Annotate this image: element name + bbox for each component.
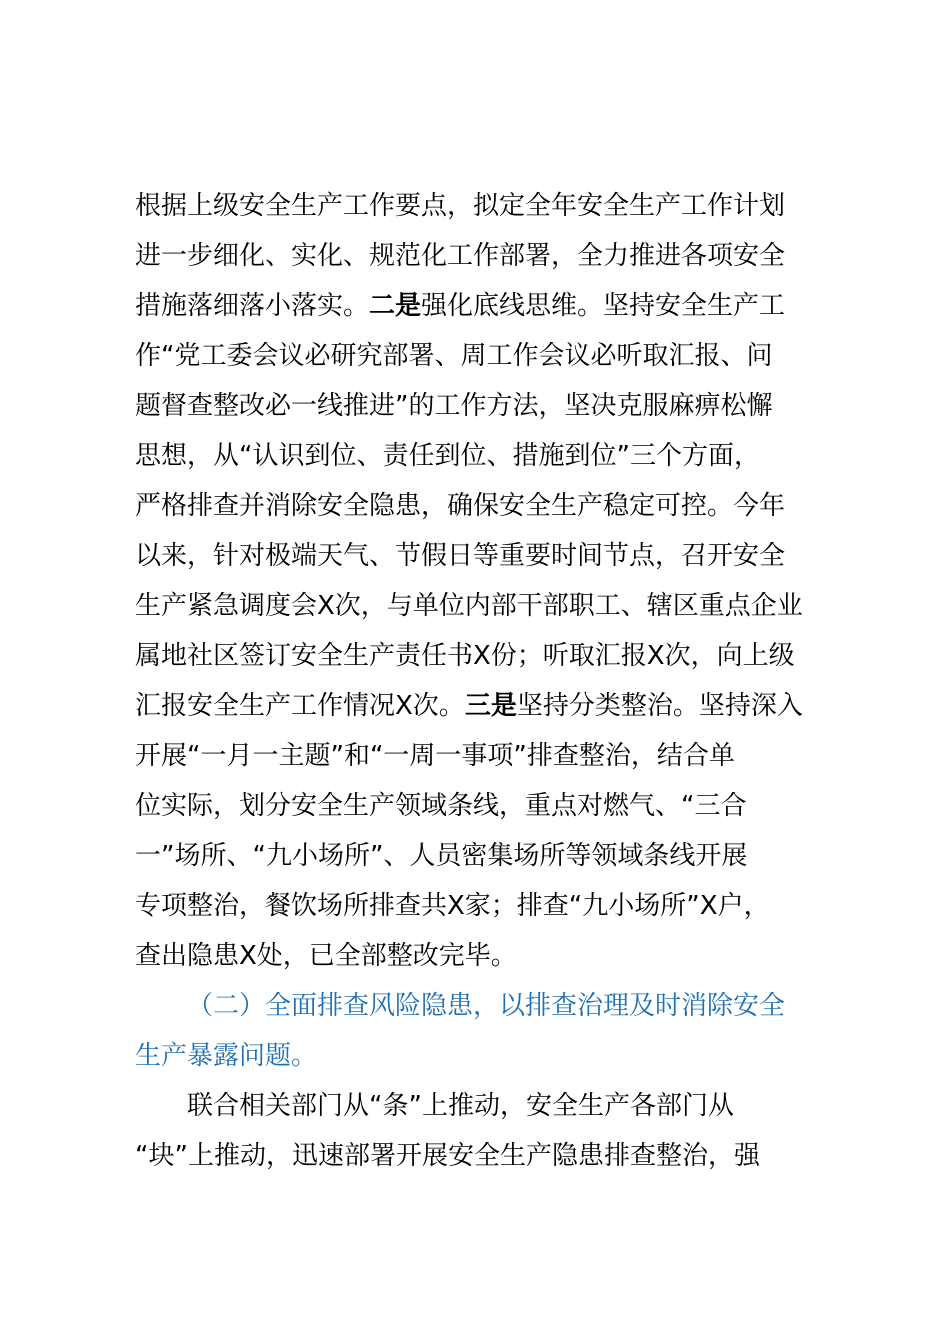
body-line: 属地社区签订安全生产责任书X份；听取汇报X次，向上级 — [135, 641, 795, 671]
bold-lead-two: 二是 — [369, 291, 422, 321]
body-line: 题督查整改必一线推进”的工作方法，坚决克服麻痹松懈 — [135, 391, 773, 421]
body-line — [135, 286, 785, 326]
section-heading: （二）全面排查风险隐患，以排查治理及时消除安全 — [187, 991, 786, 1021]
body-line: 一”场所、“九小场所”、人员密集场所等领域条线开展 — [135, 841, 748, 871]
body-line: 联合相关部门从“条”上推动，安全生产各部门从 — [187, 1091, 734, 1121]
body-text: 坚持分类整治。坚持深入 — [516, 691, 803, 721]
body-text: 措施落细落小落实。 — [135, 291, 370, 321]
body-text: 汇报安全生产工作情况X次。 — [135, 691, 465, 721]
body-line: 根据上级安全生产工作要点，拟定全年安全生产工作计划 — [135, 191, 786, 221]
body-line: 查出隐患X处，已全部整改完毕。 — [135, 941, 517, 971]
body-line: 严格排查并消除安全隐患，确保安全生产稳定可控。今年 — [135, 491, 786, 521]
body-line: 作“党工委会议必研究部署、周工作会议必听取汇报、问 — [135, 341, 773, 371]
body-line: 思想，从“认识到位、责任到位、措施到位”三个方面， — [135, 441, 760, 471]
body-line: “块”上推动，迅速部署开展安全生产隐患排查整治，强 — [135, 1141, 760, 1171]
body-line: 位实际，划分安全生产领域条线，重点对燃气、“三合 — [135, 791, 747, 821]
body-line — [135, 686, 803, 726]
body-line: 进一步细化、实化、规范化工作部署，全力推进各项安全 — [135, 241, 786, 271]
section-heading-continued: 生产暴露问题。 — [135, 1041, 318, 1071]
body-line: 专项整治，餐饮场所排查共X家；排查“九小场所”X户， — [135, 891, 770, 921]
bold-lead-three: 三是 — [464, 691, 517, 721]
body-line: 以来，针对极端天气、节假日等重要时间节点，召开安全 — [135, 541, 786, 571]
body-line: 开展“一月一主题”和“一周一事项”排查整治，结合单 — [135, 741, 735, 771]
body-line: 生产紧急调度会X次，与单位内部干部职工、辖区重点企业 — [135, 591, 803, 621]
body-text: 强化底线思维。坚持安全生产工 — [421, 291, 786, 321]
